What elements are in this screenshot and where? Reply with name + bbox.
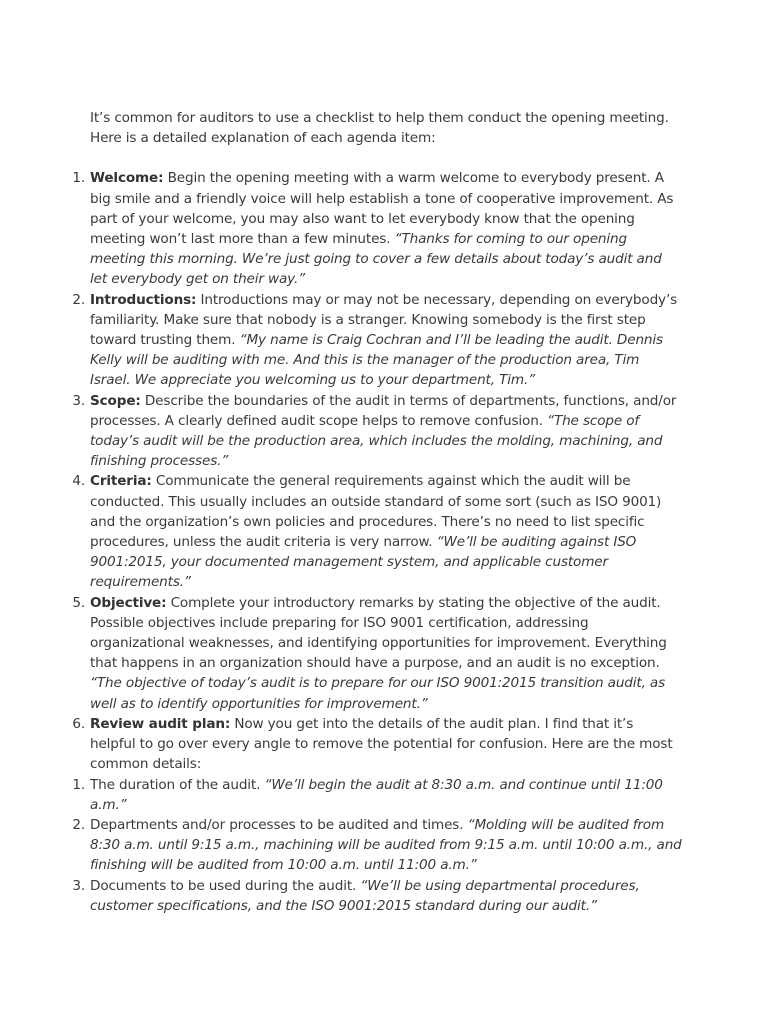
item-number: 3. [72, 392, 85, 409]
item-text: Describe the boundaries of the audit in terms of departments, functions, and/or processes. A clearly defined audit scope helps to remove confusion. [90, 392, 677, 429]
item-text: The duration of the audit. [90, 776, 265, 793]
item-quote: “The scope of today’s audit will be the production area, which includes the molding, machining, and finishing processes.” [90, 412, 663, 470]
item-number: 2. [72, 816, 85, 833]
item-number: 4. [72, 473, 85, 490]
item-quote: “The objective of today’s audit is to prepare for our ISO 9001:2015 transition audit, as well as to identify opportunities for improvement.” [90, 675, 666, 712]
item-text: Documents to be used during the audit. [90, 877, 361, 894]
item-quote: “Molding will be audited from 8:30 a.m. until 9:15 a.m., machining will be audited from 9:15 a.m. until 10:00 a.m., and finishing will be audited from 10:00 a.m. until 11:00 a.m.” [90, 816, 682, 874]
item-text: Introductions may or may not be necessary, depending on everybody’s familiarity. Make sure that nobody is a stranger. Knowing somebody is the first step toward trusting them. [90, 291, 678, 349]
item-text: Begin the opening meeting with a warm welcome to everybody present. A big smile and a friendly voice will help establish a tone of cooperative improvement. As part of your welcome, you may also want to let everybody know that the opening meeting won’t last more than a few minutes. [90, 170, 674, 248]
agenda-item-objective [72, 593, 682, 714]
agenda-item-review-audit-plan [72, 714, 682, 775]
detail-item-departments [72, 815, 682, 876]
item-number: 1. [72, 776, 85, 793]
item-number: 6. [72, 715, 85, 732]
item-number: 1. [72, 170, 85, 187]
item-quote: “We’ll be auditing against ISO 9001:2015, your documented management system, and applicable customer requirements.” [90, 534, 637, 591]
item-heading: Criteria: [90, 473, 152, 490]
item-quote: “We’ll be using departmental procedures, customer specifications, and the ISO 9001:2015 standard during our audit.” [90, 877, 640, 914]
item-heading: Scope: [90, 392, 141, 409]
item-number: 3. [72, 877, 85, 894]
detail-item-documents [72, 876, 682, 916]
item-quote: “Thanks for coming to our opening meeting this morning. We’re just going to cover a few details about today’s audit and let everybody get on their way.” [90, 231, 662, 288]
agenda-item-welcome [72, 168, 682, 289]
item-quote: “We’ll begin the audit at 8:30 a.m. and continue until 11:00 a.m.” [90, 776, 663, 813]
detail-item-duration [72, 775, 682, 815]
item-text: Now you get into the details of the audit plan. I find that it’s helpful to go over every angle to remove the potential for confusion. Here are the most common details: [90, 715, 673, 773]
item-text: Communicate the general requirements against which the audit will be conducted. This usually includes an outside standard of some sort (such as ISO 9001) and the organization’s own policies and procedures. There’s no need to list specific procedures, unless the audit criteria is very narrow. [90, 473, 662, 551]
agenda-list [72, 168, 682, 774]
agenda-item-introductions [72, 290, 682, 391]
item-heading: Objective: [90, 594, 167, 611]
agenda-item-scope [72, 391, 682, 472]
item-number: 2. [72, 291, 85, 308]
item-number: 5. [72, 594, 85, 611]
item-text: Departments and/or processes to be audited and times. [90, 816, 468, 833]
item-heading: Welcome: [90, 170, 164, 187]
item-text: Complete your introductory remarks by stating the objective of the audit. Possible objectives include preparing for ISO 9001 certification, addressing organizational weaknesses, and identifying opportunities for improvement. Everything that happens in an organization should have a purpose, and an audit is no exception. [90, 594, 667, 672]
intro-paragraph: It’s common for auditors to use a checklist to help them conduct the opening meeting. Here is a detailed explanation of each agenda item: [90, 110, 669, 147]
agenda-item-criteria [72, 471, 682, 592]
item-heading: Review audit plan: [90, 715, 231, 732]
item-heading: Introductions: [90, 291, 197, 308]
item-quote: “My name is Craig Cochran and I’ll be leading the audit. Dennis Kelly will be auditing with me. And this is the manager of the production area, Tim Israel. We appreciate you welcoming us to your department, Tim.” [90, 332, 663, 389]
audit-plan-details-list [72, 775, 682, 916]
